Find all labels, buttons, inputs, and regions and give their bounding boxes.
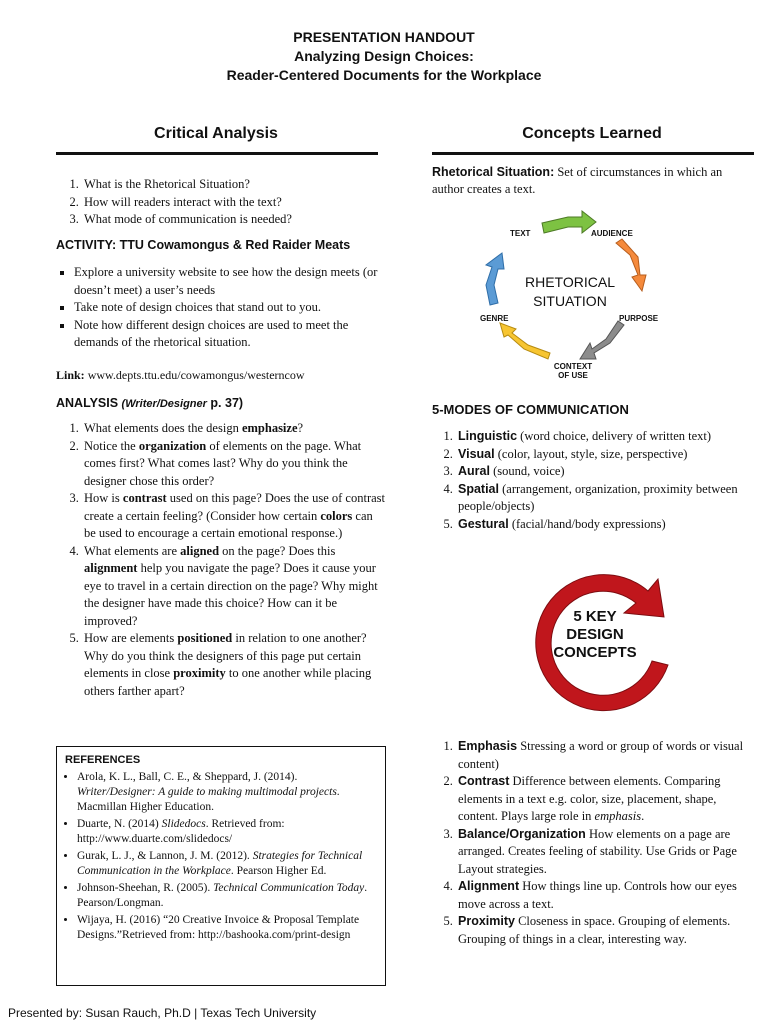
footer-credit: Presented by: Susan Rauch, Ph.D | Texas Tech University <box>8 1006 317 1020</box>
cycle-arrow-purpose-context <box>580 321 624 359</box>
link-label: Link: <box>56 368 85 382</box>
list-item: • Johnson-Sheehan, R. (2005). Technical Communication Today. Pearson/Longman. <box>77 881 377 911</box>
list-item: 2. How will readers interact with the text? <box>82 194 386 212</box>
questions-list <box>56 176 386 229</box>
activity-section <box>56 264 386 352</box>
header-line-2: Analyzing Design Choices: <box>294 48 474 64</box>
list-item: ▪ Take note of design choices that stand out to you. <box>74 299 386 317</box>
list-item: 5. Proximity Closeness in space. Grouping of elements. Grouping of things in a clear, interesting way. <box>456 913 752 948</box>
list-item: 1. What is the Rhetorical Situation? <box>82 176 386 194</box>
analysis-section <box>56 420 386 700</box>
list-item: 5. Gestural (facial/hand/body expressions) <box>456 516 752 534</box>
cycle-arrow-genre-text <box>486 253 504 305</box>
list-item: 1. Linguistic (word choice, delivery of written text) <box>456 428 752 446</box>
list-item: • Arola, K. L., Ball, C. E., & Sheppard, J. (2014). Writer/Designer: A guide to making multimodal projects. Macmillan Higher Education. <box>77 770 377 815</box>
list-item: 2. Notice the organization of elements on the page. What comes first? What comes last? Why do you think the designer chose this order? <box>82 438 386 491</box>
analysis-title-line <box>56 396 386 410</box>
list-item: 2. Contrast Difference between elements. Comparing elements in a text e.g. color, size, placement, shape, content. Plays large role in emphasis. <box>456 773 752 826</box>
list-item: • Duarte, N. (2014) Slidedocs. Retrieved from: http://www.duarte.com/slidedocs/ <box>77 817 377 847</box>
header-line-3: Reader-Centered Documents for the Workplace <box>226 67 542 83</box>
list-item: 5. How are elements positioned in relation to one another? Why do you think the designers of this page put certain elements in close proximity to one another while placing others farther apart? <box>82 630 386 700</box>
cycle-label-text: TEXT <box>510 229 531 238</box>
rhetorical-situation-definition <box>432 164 752 198</box>
analysis-source: (Writer/Designer <box>121 398 207 410</box>
list-item: ▪ Explore a university website to see how the design meets (or doesn’t meet) a user’s needs <box>74 264 386 299</box>
list-item: ▪ Note how different design choices are used to meet the demands of the rhetorical situation. <box>74 317 386 352</box>
cycle-arrow-text-audience <box>542 211 596 233</box>
critical-analysis-heading: Critical Analysis <box>154 125 278 142</box>
list-item: 3. How is contrast used on this page? Does the use of contrast create a certain feeling? (Consider how certain colors can be used to encourage a certain emotional response.) <box>82 490 386 543</box>
page-header <box>0 28 768 85</box>
analysis-list <box>56 420 386 700</box>
list-item: 3. What mode of communication is needed? <box>82 211 386 229</box>
references-box <box>56 746 386 986</box>
analysis-page: p. 37) <box>210 396 244 410</box>
modes-section <box>432 428 752 533</box>
rs-text: Set of circumstances in which an author creates a text. <box>432 165 723 196</box>
list-item: 3. Balance/Organization How elements on a page are arranged. Creates feeling of stability. Use Grids or Page Layout strategies. <box>456 826 752 879</box>
right-heading-rule <box>432 152 754 155</box>
list-item: 2. Visual (color, layout, style, size, perspective) <box>456 446 752 464</box>
list-item: • Gurak, L. J., & Lannon, J. M. (2012). Strategies for Technical Communication in the Workplace. Pearson Higher Ed. <box>77 849 377 879</box>
list-item: • Wijaya, H. (2016) “20 Creative Invoice & Proposal Template Designs.”Retrieved from: http://bashooka.com/print-design <box>77 913 377 943</box>
cycle-label-audience: AUDIENCE <box>591 229 633 238</box>
list-item: 1. What elements does the design emphasize? <box>82 420 386 438</box>
cycle-arrow-context-genre <box>500 323 550 359</box>
analysis-title: ANALYSIS <box>56 396 119 410</box>
concepts-list <box>432 738 752 948</box>
cycle-label-context: CONTEXT OF USE <box>553 362 593 380</box>
list-item: 1. Emphasis Stressing a word or group of words or visual content) <box>456 738 752 773</box>
list-item: 4. Spatial (arrangement, organization, proximity between people/objects) <box>456 481 752 516</box>
cycle-label-genre: GENRE <box>480 314 509 323</box>
rs-title: Rhetorical Situation: <box>432 165 555 179</box>
list-item: 4. What elements are aligned on the page? Does this alignment help you navigate the page? Does it cause your eye to travel in a certain direction on the page? Why might the designer have made this choice? How can it be improved? <box>82 543 386 631</box>
activity-list <box>56 264 386 352</box>
modes-list <box>432 428 752 533</box>
concepts-section <box>432 738 752 948</box>
list-item: 4. Alignment How things line up. Controls how our eyes move across a text. <box>456 878 752 913</box>
link-line <box>56 368 386 383</box>
link-url[interactable]: www.depts.ttu.edu/cowamongus/westerncow <box>87 368 305 382</box>
activity-title: ACTIVITY: TTU Cowamongus & Red Raider Meats <box>56 238 351 252</box>
references-list <box>65 770 377 943</box>
cycle-center-title: RHETORICAL SITUATION <box>525 274 615 309</box>
list-item: 3. Aural (sound, voice) <box>456 463 752 481</box>
modes-title: 5-MODES OF COMMUNICATION <box>432 402 629 417</box>
header-line-1: PRESENTATION HANDOUT <box>293 29 475 45</box>
references-title: REFERENCES <box>65 754 141 766</box>
questions-section <box>56 176 386 229</box>
left-heading-rule <box>56 152 378 155</box>
cycle-label-purpose: PURPOSE <box>619 314 659 323</box>
concepts-learned-heading: Concepts Learned <box>522 125 662 142</box>
key-concepts-title: 5 KEY DESIGN CONCEPTS <box>553 608 637 661</box>
